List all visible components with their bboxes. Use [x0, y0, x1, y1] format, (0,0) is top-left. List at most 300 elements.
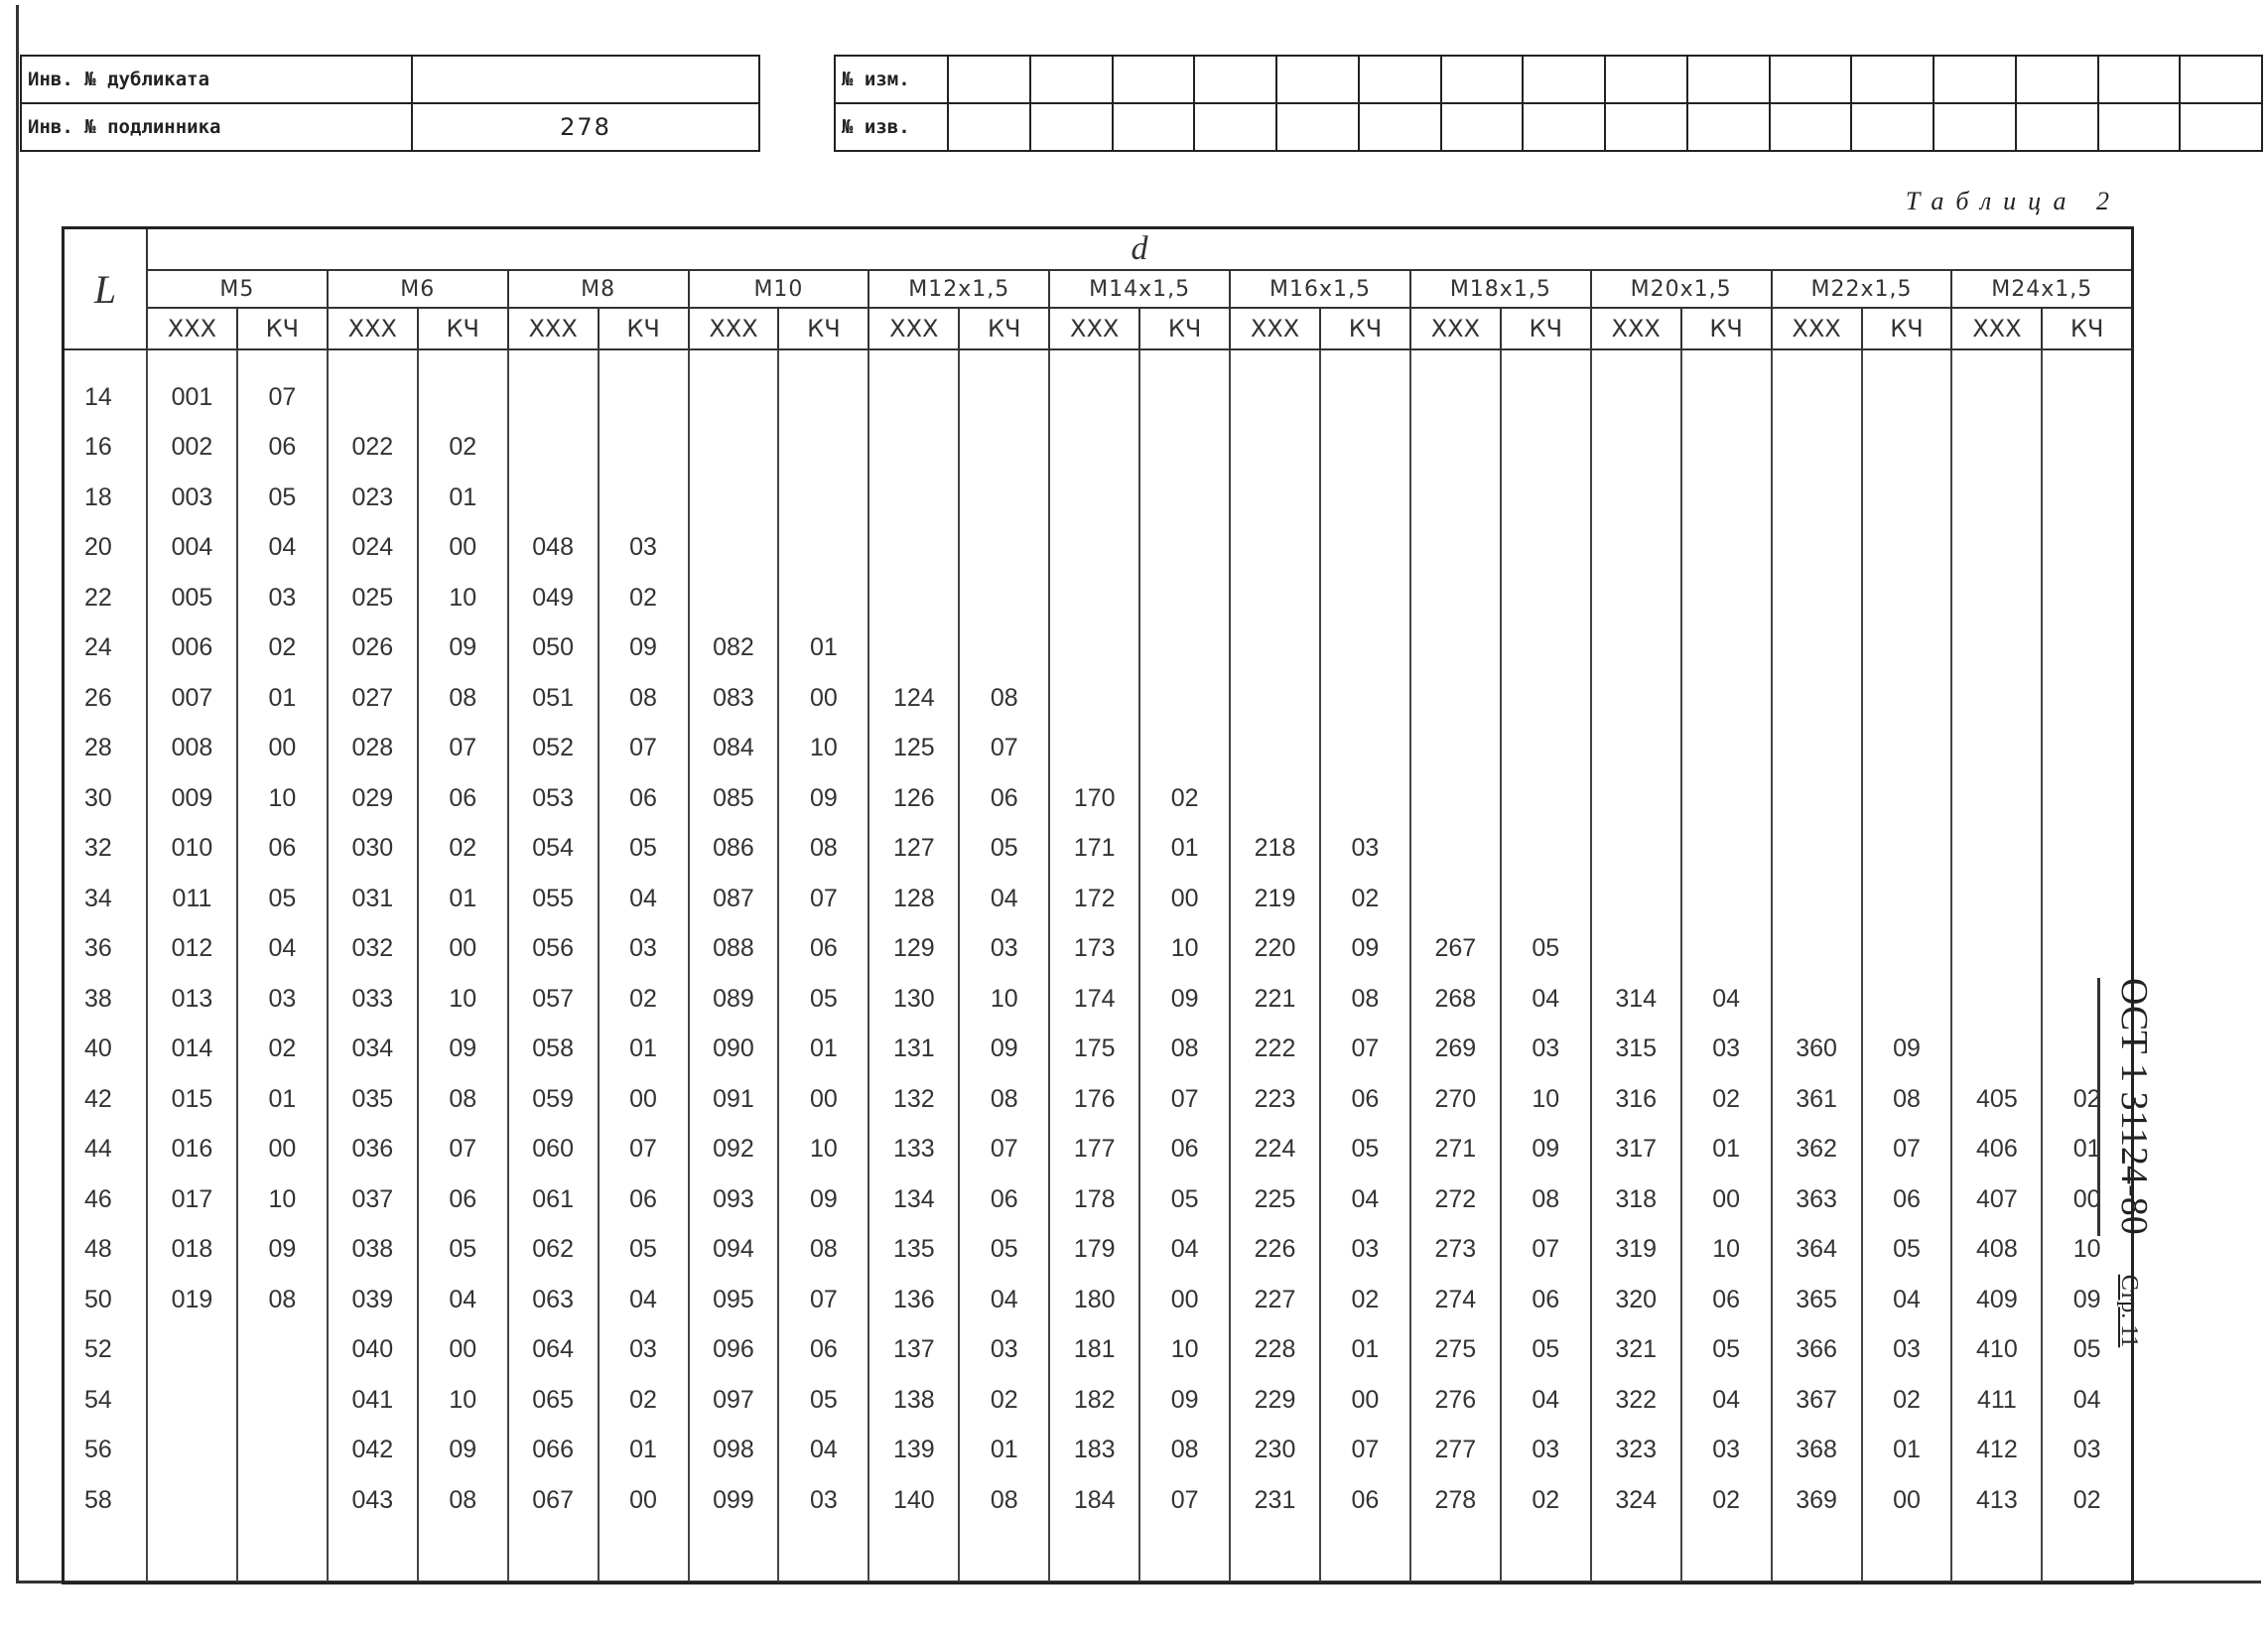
check-digit-subheader: КЧ — [237, 308, 328, 349]
table-cell: 01 — [418, 473, 508, 523]
table-cell: 00 — [1139, 874, 1230, 924]
table-cell: 00 — [1320, 1375, 1410, 1426]
table-cell — [1320, 724, 1410, 774]
table-cell: 09 — [418, 1025, 508, 1075]
table-cell — [2042, 372, 2132, 423]
table-cell: 001 — [147, 372, 237, 423]
table-cell — [1591, 924, 1681, 975]
revision-cell — [2016, 56, 2098, 103]
table-cell: 06 — [1681, 1275, 1772, 1325]
table-cell: 095 — [689, 1275, 779, 1325]
table-cell: 029 — [328, 773, 418, 824]
table-cell — [1139, 673, 1230, 724]
table-cell — [959, 423, 1049, 474]
table-cell: 04 — [959, 1275, 1049, 1325]
revision-cell — [1113, 56, 1195, 103]
table-cell — [1410, 874, 1501, 924]
length-cell: 58 — [64, 1475, 148, 1526]
table-cell: 01 — [599, 1426, 689, 1476]
table-cell — [1501, 673, 1591, 724]
table-cell: 07 — [778, 1275, 868, 1325]
table-cell: 01 — [1681, 1125, 1772, 1175]
table-cell: 10 — [418, 573, 508, 623]
table-cell: 223 — [1230, 1074, 1320, 1125]
table-cell — [1772, 423, 1862, 474]
revision-cell — [1030, 56, 1113, 103]
table-cell: 00 — [2042, 1174, 2132, 1225]
revision-cell — [1276, 56, 1359, 103]
length-cell: 48 — [64, 1225, 148, 1276]
table-cell: 08 — [1320, 974, 1410, 1025]
table-cell: 274 — [1410, 1275, 1501, 1325]
table-cell: 083 — [689, 673, 779, 724]
table-cell — [1501, 372, 1591, 423]
table-cell: 01 — [778, 1025, 868, 1075]
table-cell: 180 — [1049, 1275, 1139, 1325]
table-cell — [1320, 473, 1410, 523]
table-cell: 09 — [237, 1225, 328, 1276]
check-digit-subheader: КЧ — [1681, 308, 1772, 349]
table-cell: 05 — [2042, 1325, 2132, 1376]
table-cell — [1772, 473, 1862, 523]
table-cell: 012 — [147, 924, 237, 975]
table-cell — [1772, 673, 1862, 724]
table-cell: 139 — [868, 1426, 959, 1476]
table-cell — [1591, 573, 1681, 623]
table-cell: 062 — [508, 1225, 599, 1276]
table-cell: 08 — [237, 1275, 328, 1325]
table-row — [64, 473, 2133, 523]
table-cell — [1230, 372, 1320, 423]
table-cell: 10 — [237, 1174, 328, 1225]
table-cell: 08 — [1862, 1074, 1952, 1125]
table-cell — [1681, 673, 1772, 724]
length-cell: 54 — [64, 1375, 148, 1426]
table-cell: 085 — [689, 773, 779, 824]
table-cell: 089 — [689, 974, 779, 1025]
table-cell: 016 — [147, 1125, 237, 1175]
table-cell — [1320, 423, 1410, 474]
table-cell: 002 — [147, 423, 237, 474]
table-cell — [1951, 372, 2042, 423]
table-cell: 066 — [508, 1426, 599, 1476]
table-cell: 06 — [959, 773, 1049, 824]
table-cell: 407 — [1951, 1174, 2042, 1225]
table-cell: 055 — [508, 874, 599, 924]
table-cell: 411 — [1951, 1375, 2042, 1426]
table-row — [64, 874, 2133, 924]
table-cell — [1230, 573, 1320, 623]
table-cell: 02 — [599, 573, 689, 623]
table-row — [64, 623, 2133, 674]
check-digit-subheader: КЧ — [599, 308, 689, 349]
table-cell — [508, 423, 599, 474]
table-cell: 132 — [868, 1074, 959, 1125]
table-cell: 369 — [1772, 1475, 1862, 1526]
table-cell: 06 — [1862, 1174, 1952, 1225]
code-subheader: ХХХ — [147, 308, 237, 349]
table-cell — [2042, 523, 2132, 574]
table-cell: 318 — [1591, 1174, 1681, 1225]
table-cell: 08 — [778, 1225, 868, 1276]
table-cell: 040 — [328, 1325, 418, 1376]
change-number-label: № изм. — [835, 56, 948, 103]
table-cell: 02 — [1681, 1074, 1772, 1125]
table-cell — [1951, 1025, 2042, 1075]
table-cell: 130 — [868, 974, 959, 1025]
table-cell: 053 — [508, 773, 599, 824]
table-cell: 08 — [959, 1475, 1049, 1526]
table-cell: 276 — [1410, 1375, 1501, 1426]
table-cell — [1139, 623, 1230, 674]
length-cell: 50 — [64, 1275, 148, 1325]
table-cell — [1320, 523, 1410, 574]
table-cell: 06 — [418, 1174, 508, 1225]
table-cell: 268 — [1410, 974, 1501, 1025]
table-cell: 007 — [147, 673, 237, 724]
table-cell: 128 — [868, 874, 959, 924]
table-cell: 07 — [959, 724, 1049, 774]
code-subheader: ХХХ — [868, 308, 959, 349]
table-cell: 01 — [1862, 1426, 1952, 1476]
table-cell: 360 — [1772, 1025, 1862, 1075]
table-cell: 10 — [1139, 1325, 1230, 1376]
table-cell: 08 — [959, 673, 1049, 724]
table-cell: 06 — [599, 1174, 689, 1225]
table-cell: 175 — [1049, 1025, 1139, 1075]
table-cell: 018 — [147, 1225, 237, 1276]
table-cell — [599, 473, 689, 523]
revision-cell — [1113, 103, 1195, 151]
table-cell: 00 — [1681, 1174, 1772, 1225]
table-cell: 043 — [328, 1475, 418, 1526]
table-cell: 04 — [599, 874, 689, 924]
table-cell: 07 — [599, 724, 689, 774]
table-cell: 174 — [1049, 974, 1139, 1025]
table-cell: 176 — [1049, 1074, 1139, 1125]
table-cell — [1681, 372, 1772, 423]
table-cell: 097 — [689, 1375, 779, 1426]
table-row — [64, 523, 2133, 574]
table-cell — [1681, 773, 1772, 824]
table-cell: 086 — [689, 824, 779, 875]
check-digit-subheader: КЧ — [1501, 308, 1591, 349]
table-cell: 00 — [778, 1074, 868, 1125]
table-row — [64, 673, 2133, 724]
table-caption: Таблица 2 — [1905, 187, 2121, 215]
table-cell — [1591, 423, 1681, 474]
table-cell: 10 — [2042, 1225, 2132, 1276]
table-cell: 04 — [1862, 1275, 1952, 1325]
length-cell: 36 — [64, 924, 148, 975]
table-cell: 06 — [959, 1174, 1049, 1225]
table-cell: 129 — [868, 924, 959, 975]
table-cell: 023 — [328, 473, 418, 523]
check-digit-subheader: КЧ — [778, 308, 868, 349]
table-cell: 02 — [599, 1375, 689, 1426]
table-cell — [1139, 724, 1230, 774]
table-cell: 03 — [599, 924, 689, 975]
revision-cell — [948, 56, 1030, 103]
revision-cell — [1851, 103, 1934, 151]
table-cell — [1049, 372, 1139, 423]
table-cell — [1410, 724, 1501, 774]
table-cell: 410 — [1951, 1325, 2042, 1376]
table-cell: 06 — [1320, 1074, 1410, 1125]
thread-size-header: М20x1,5 — [1591, 270, 1772, 308]
table-cell: 026 — [328, 623, 418, 674]
length-cell: 56 — [64, 1426, 148, 1476]
table-cell: 316 — [1591, 1074, 1681, 1125]
table-cell: 228 — [1230, 1325, 1320, 1376]
revision-cell — [2016, 103, 2098, 151]
table-cell — [868, 372, 959, 423]
code-subheader: ХХХ — [1591, 308, 1681, 349]
table-cell — [778, 473, 868, 523]
table-cell — [1681, 623, 1772, 674]
page-number: Стр. 11 — [2116, 1274, 2142, 1348]
table-cell — [959, 372, 1049, 423]
table-cell: 054 — [508, 824, 599, 875]
table-cell: 136 — [868, 1275, 959, 1325]
revision-cell — [1605, 103, 1687, 151]
table-cell — [2042, 924, 2132, 975]
table-cell — [1049, 724, 1139, 774]
thread-size-header: М5 — [147, 270, 328, 308]
table-cell — [1230, 423, 1320, 474]
table-cell: 00 — [418, 1325, 508, 1376]
table-cell — [1951, 623, 2042, 674]
table-row — [64, 1125, 2133, 1175]
table-cell — [2042, 773, 2132, 824]
table-cell — [147, 1375, 237, 1426]
table-cell: 10 — [418, 1375, 508, 1426]
table-cell: 10 — [778, 1125, 868, 1175]
table-cell: 07 — [778, 874, 868, 924]
duplicate-inv-value — [412, 56, 759, 103]
table-cell: 124 — [868, 673, 959, 724]
table-cell: 039 — [328, 1275, 418, 1325]
table-cell: 01 — [1139, 824, 1230, 875]
table-row — [64, 423, 2133, 474]
table-cell: 364 — [1772, 1225, 1862, 1276]
thread-size-header: М22x1,5 — [1772, 270, 1952, 308]
table-row — [64, 1225, 2133, 1276]
table-cell: 025 — [328, 573, 418, 623]
table-cell: 02 — [1320, 1275, 1410, 1325]
table-cell: 408 — [1951, 1225, 2042, 1276]
table-cell: 035 — [328, 1074, 418, 1125]
table-cell: 04 — [2042, 1375, 2132, 1426]
table-cell: 09 — [778, 1174, 868, 1225]
table-row — [64, 1375, 2133, 1426]
table-cell: 173 — [1049, 924, 1139, 975]
original-inv-value: 278 — [412, 103, 759, 151]
table-cell — [868, 473, 959, 523]
table-cell: 03 — [778, 1475, 868, 1526]
duplicate-inv-label: Инв. № дубликата — [21, 56, 412, 103]
table-cell: 02 — [2042, 1074, 2132, 1125]
table-cell — [508, 473, 599, 523]
table-cell — [1049, 673, 1139, 724]
table-cell: 019 — [147, 1275, 237, 1325]
revision-cell — [2180, 103, 2262, 151]
table-cell: 04 — [418, 1275, 508, 1325]
table-cell: 03 — [959, 1325, 1049, 1376]
table-cell: 037 — [328, 1174, 418, 1225]
revision-cell — [1441, 103, 1524, 151]
table-cell — [1410, 372, 1501, 423]
code-subheader: ХХХ — [1772, 308, 1862, 349]
table-cell — [1681, 824, 1772, 875]
table-cell: 00 — [1139, 1275, 1230, 1325]
table-cell: 028 — [328, 724, 418, 774]
table-cell — [689, 423, 779, 474]
table-cell — [1951, 724, 2042, 774]
table-cell: 315 — [1591, 1025, 1681, 1075]
table-cell: 275 — [1410, 1325, 1501, 1376]
table-cell: 05 — [1501, 1325, 1591, 1376]
table-cell: 056 — [508, 924, 599, 975]
table-cell: 05 — [599, 1225, 689, 1276]
table-cell — [2042, 673, 2132, 724]
table-cell: 02 — [1501, 1475, 1591, 1526]
table-cell — [237, 1426, 328, 1476]
thread-size-header: М14x1,5 — [1049, 270, 1230, 308]
table-cell — [1501, 473, 1591, 523]
table-cell — [1681, 573, 1772, 623]
table-cell: 02 — [237, 623, 328, 674]
thread-size-header: М10 — [689, 270, 869, 308]
table-cell: 04 — [599, 1275, 689, 1325]
table-cell: 07 — [418, 1125, 508, 1175]
table-cell: 00 — [237, 724, 328, 774]
table-cell: 222 — [1230, 1025, 1320, 1075]
table-cell — [328, 372, 418, 423]
table-cell: 09 — [418, 623, 508, 674]
table-cell — [1951, 473, 2042, 523]
table-cell: 04 — [778, 1426, 868, 1476]
table-cell — [1772, 974, 1862, 1025]
table-cell — [1862, 623, 1952, 674]
table-cell: 406 — [1951, 1125, 2042, 1175]
length-cell: 44 — [64, 1125, 148, 1175]
table-cell: 02 — [959, 1375, 1049, 1426]
table-cell — [2042, 724, 2132, 774]
table-cell: 01 — [237, 673, 328, 724]
table-cell — [689, 473, 779, 523]
table-cell: 06 — [778, 924, 868, 975]
table-cell: 034 — [328, 1025, 418, 1075]
table-cell — [1320, 623, 1410, 674]
table-cell — [1410, 573, 1501, 623]
table-cell — [1230, 623, 1320, 674]
table-cell — [1591, 824, 1681, 875]
table-cell — [2042, 874, 2132, 924]
table-cell: 031 — [328, 874, 418, 924]
table-cell — [1049, 473, 1139, 523]
table-cell — [1049, 523, 1139, 574]
table-cell: 082 — [689, 623, 779, 674]
table-cell — [1501, 623, 1591, 674]
table-cell — [1591, 523, 1681, 574]
table-cell: 178 — [1049, 1174, 1139, 1225]
thread-size-header: М8 — [508, 270, 689, 308]
table-cell: 368 — [1772, 1426, 1862, 1476]
table-cell — [1681, 924, 1772, 975]
table-cell: 096 — [689, 1325, 779, 1376]
table-cell: 00 — [599, 1074, 689, 1125]
table-cell: 138 — [868, 1375, 959, 1426]
table-cell: 042 — [328, 1426, 418, 1476]
table-cell — [1862, 724, 1952, 774]
table-row — [64, 372, 2133, 423]
table-cell: 03 — [599, 1325, 689, 1376]
table-cell — [2042, 623, 2132, 674]
table-cell — [1501, 773, 1591, 824]
table-cell: 05 — [778, 974, 868, 1025]
table-cell: 04 — [1320, 1174, 1410, 1225]
table-cell: 03 — [959, 924, 1049, 975]
table-cell — [1772, 924, 1862, 975]
table-cell — [1501, 824, 1591, 875]
table-cell — [778, 573, 868, 623]
table-cell: 221 — [1230, 974, 1320, 1025]
table-cell — [1681, 473, 1772, 523]
table-cell: 061 — [508, 1174, 599, 1225]
table-cell — [147, 1426, 237, 1476]
table-cell — [418, 372, 508, 423]
table-cell — [1951, 573, 2042, 623]
table-cell: 065 — [508, 1375, 599, 1426]
table-cell: 084 — [689, 724, 779, 774]
table-cell: 03 — [1320, 824, 1410, 875]
revision-cell — [2180, 56, 2262, 103]
revision-cell — [1194, 56, 1276, 103]
table-cell: 009 — [147, 773, 237, 824]
table-cell — [1772, 724, 1862, 774]
table-cell: 057 — [508, 974, 599, 1025]
table-cell — [237, 1475, 328, 1526]
table-cell — [1139, 423, 1230, 474]
table-cell: 08 — [1139, 1426, 1230, 1476]
table-cell — [1410, 824, 1501, 875]
table-row — [64, 573, 2133, 623]
table-cell: 02 — [237, 1025, 328, 1075]
table-cell — [1049, 623, 1139, 674]
table-cell: 05 — [778, 1375, 868, 1426]
table-cell — [1862, 523, 1952, 574]
table-cell: 048 — [508, 523, 599, 574]
table-cell: 09 — [2042, 1275, 2132, 1325]
table-cell: 412 — [1951, 1426, 2042, 1476]
thread-size-header: М6 — [328, 270, 508, 308]
table-cell: 218 — [1230, 824, 1320, 875]
table-cell: 087 — [689, 874, 779, 924]
table-cell: 01 — [1320, 1325, 1410, 1376]
thread-size-header: М24x1,5 — [1951, 270, 2132, 308]
table-cell: 08 — [599, 673, 689, 724]
table-cell: 014 — [147, 1025, 237, 1075]
check-digit-subheader: КЧ — [418, 308, 508, 349]
table-cell — [1591, 724, 1681, 774]
table-cell: 02 — [418, 824, 508, 875]
table-cell: 127 — [868, 824, 959, 875]
table-cell — [1681, 874, 1772, 924]
table-cell: 063 — [508, 1275, 599, 1325]
length-cell: 22 — [64, 573, 148, 623]
table-cell: 227 — [1230, 1275, 1320, 1325]
